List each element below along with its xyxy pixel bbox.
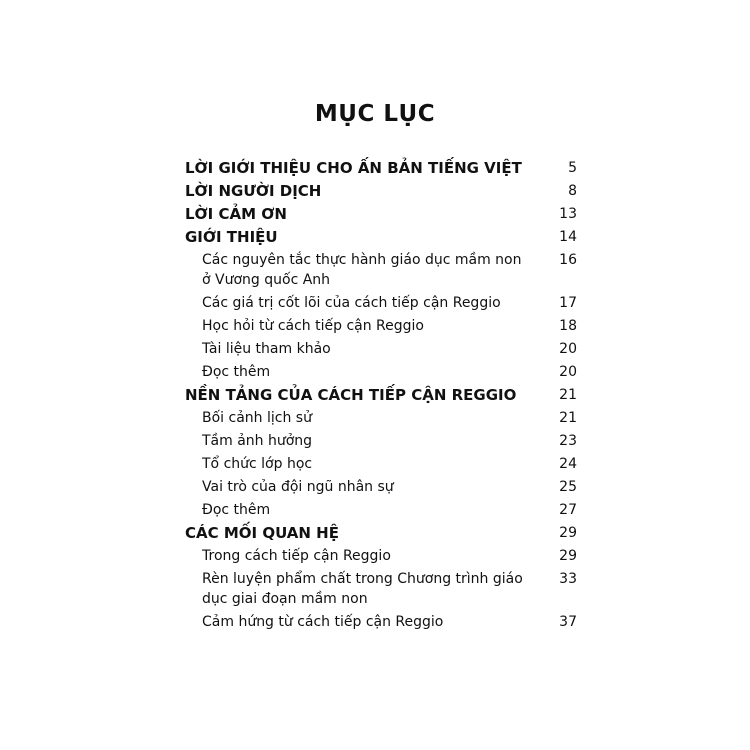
toc-entry-page: 21 xyxy=(559,387,577,403)
toc-entry-label: Trong cách tiếp cận Reggio xyxy=(202,548,391,564)
toc-entry-page: 20 xyxy=(559,341,577,357)
toc-entry-label: Tổ chức lớp học xyxy=(202,456,313,472)
toc-entry-page: 23 xyxy=(559,433,577,449)
toc-entry-page: 18 xyxy=(559,318,577,334)
toc-entry xyxy=(185,523,577,543)
toc-entry-label: LỜI CẢM ƠN xyxy=(185,205,287,223)
toc-entry-label: LỜI NGƯỜI DỊCH xyxy=(185,182,322,200)
toc-entry-page: 5 xyxy=(568,160,577,176)
toc-entry-label: Tài liệu tham khảo xyxy=(202,341,331,357)
toc-entry-page: 37 xyxy=(559,614,577,630)
toc-entry-label: Tầm ảnh hưởng xyxy=(202,433,313,449)
toc-entry xyxy=(185,204,577,224)
toc-entry-page: 17 xyxy=(559,295,577,311)
toc-entry xyxy=(185,181,577,201)
toc-entry-label: Các nguyên tắc thực hành giáo dục mầm non ở Vương quốc Anh xyxy=(202,252,522,288)
toc-entry-label: Bối cảnh lịch sử xyxy=(202,410,312,426)
toc-entry-label: Đọc thêm xyxy=(202,502,271,518)
toc-entry-page: 24 xyxy=(559,456,577,472)
toc-entry-label: Đọc thêm xyxy=(202,364,271,380)
toc-entry-page: 33 xyxy=(559,571,577,587)
toc-entry-page: 13 xyxy=(559,206,577,222)
toc-entry xyxy=(185,454,577,474)
toc-entry-page: 20 xyxy=(559,364,577,380)
toc-entry xyxy=(185,316,577,336)
toc-entry-page: 16 xyxy=(559,252,577,268)
toc-entry xyxy=(185,339,577,359)
toc-entry-label: Rèn luyện phẩm chất trong Chương trình giáo dục giai đoạn mầm non xyxy=(202,571,523,607)
toc-entry-label: CÁC MỐI QUAN HỆ xyxy=(185,524,339,542)
toc-entry-page: 29 xyxy=(559,525,577,541)
toc-entry xyxy=(185,546,577,566)
toc-entry xyxy=(185,408,577,428)
toc-entry xyxy=(185,250,577,290)
toc-entry xyxy=(185,431,577,451)
toc-entry-label: Cảm hứng từ cách tiếp cận Reggio xyxy=(202,614,444,630)
toc-entry-page: 29 xyxy=(559,548,577,564)
toc-entry-page: 14 xyxy=(559,229,577,245)
toc-entry-label: NỀN TẢNG CỦA CÁCH TIẾP CẬN REGGIO xyxy=(185,386,517,404)
toc-entry xyxy=(185,612,577,632)
toc-entry-page: 8 xyxy=(568,183,577,199)
toc-entry xyxy=(185,158,577,178)
toc-entry xyxy=(185,385,577,405)
toc-entry-label: GIỚI THIỆU xyxy=(185,228,278,246)
toc-entry-page: 27 xyxy=(559,502,577,518)
toc-entry-label: Học hỏi từ cách tiếp cận Reggio xyxy=(202,318,424,334)
toc-entry xyxy=(185,293,577,313)
toc-entry xyxy=(185,477,577,497)
table-of-contents xyxy=(185,158,577,635)
toc-entry xyxy=(185,362,577,382)
toc-entry xyxy=(185,500,577,520)
toc-entry-label: LỜI GIỚI THIỆU CHO ẤN BẢN TIẾNG VIỆT xyxy=(185,159,522,177)
toc-entry-label: Vai trò của đội ngũ nhân sự xyxy=(202,479,394,495)
page-title: MỤC LỤC xyxy=(314,101,436,127)
toc-entry-page: 25 xyxy=(559,479,577,495)
toc-entry xyxy=(185,569,577,609)
toc-entry-page: 21 xyxy=(559,410,577,426)
toc-entry-label: Các giá trị cốt lõi của cách tiếp cận Reggio xyxy=(202,295,501,311)
toc-entry xyxy=(185,227,577,247)
